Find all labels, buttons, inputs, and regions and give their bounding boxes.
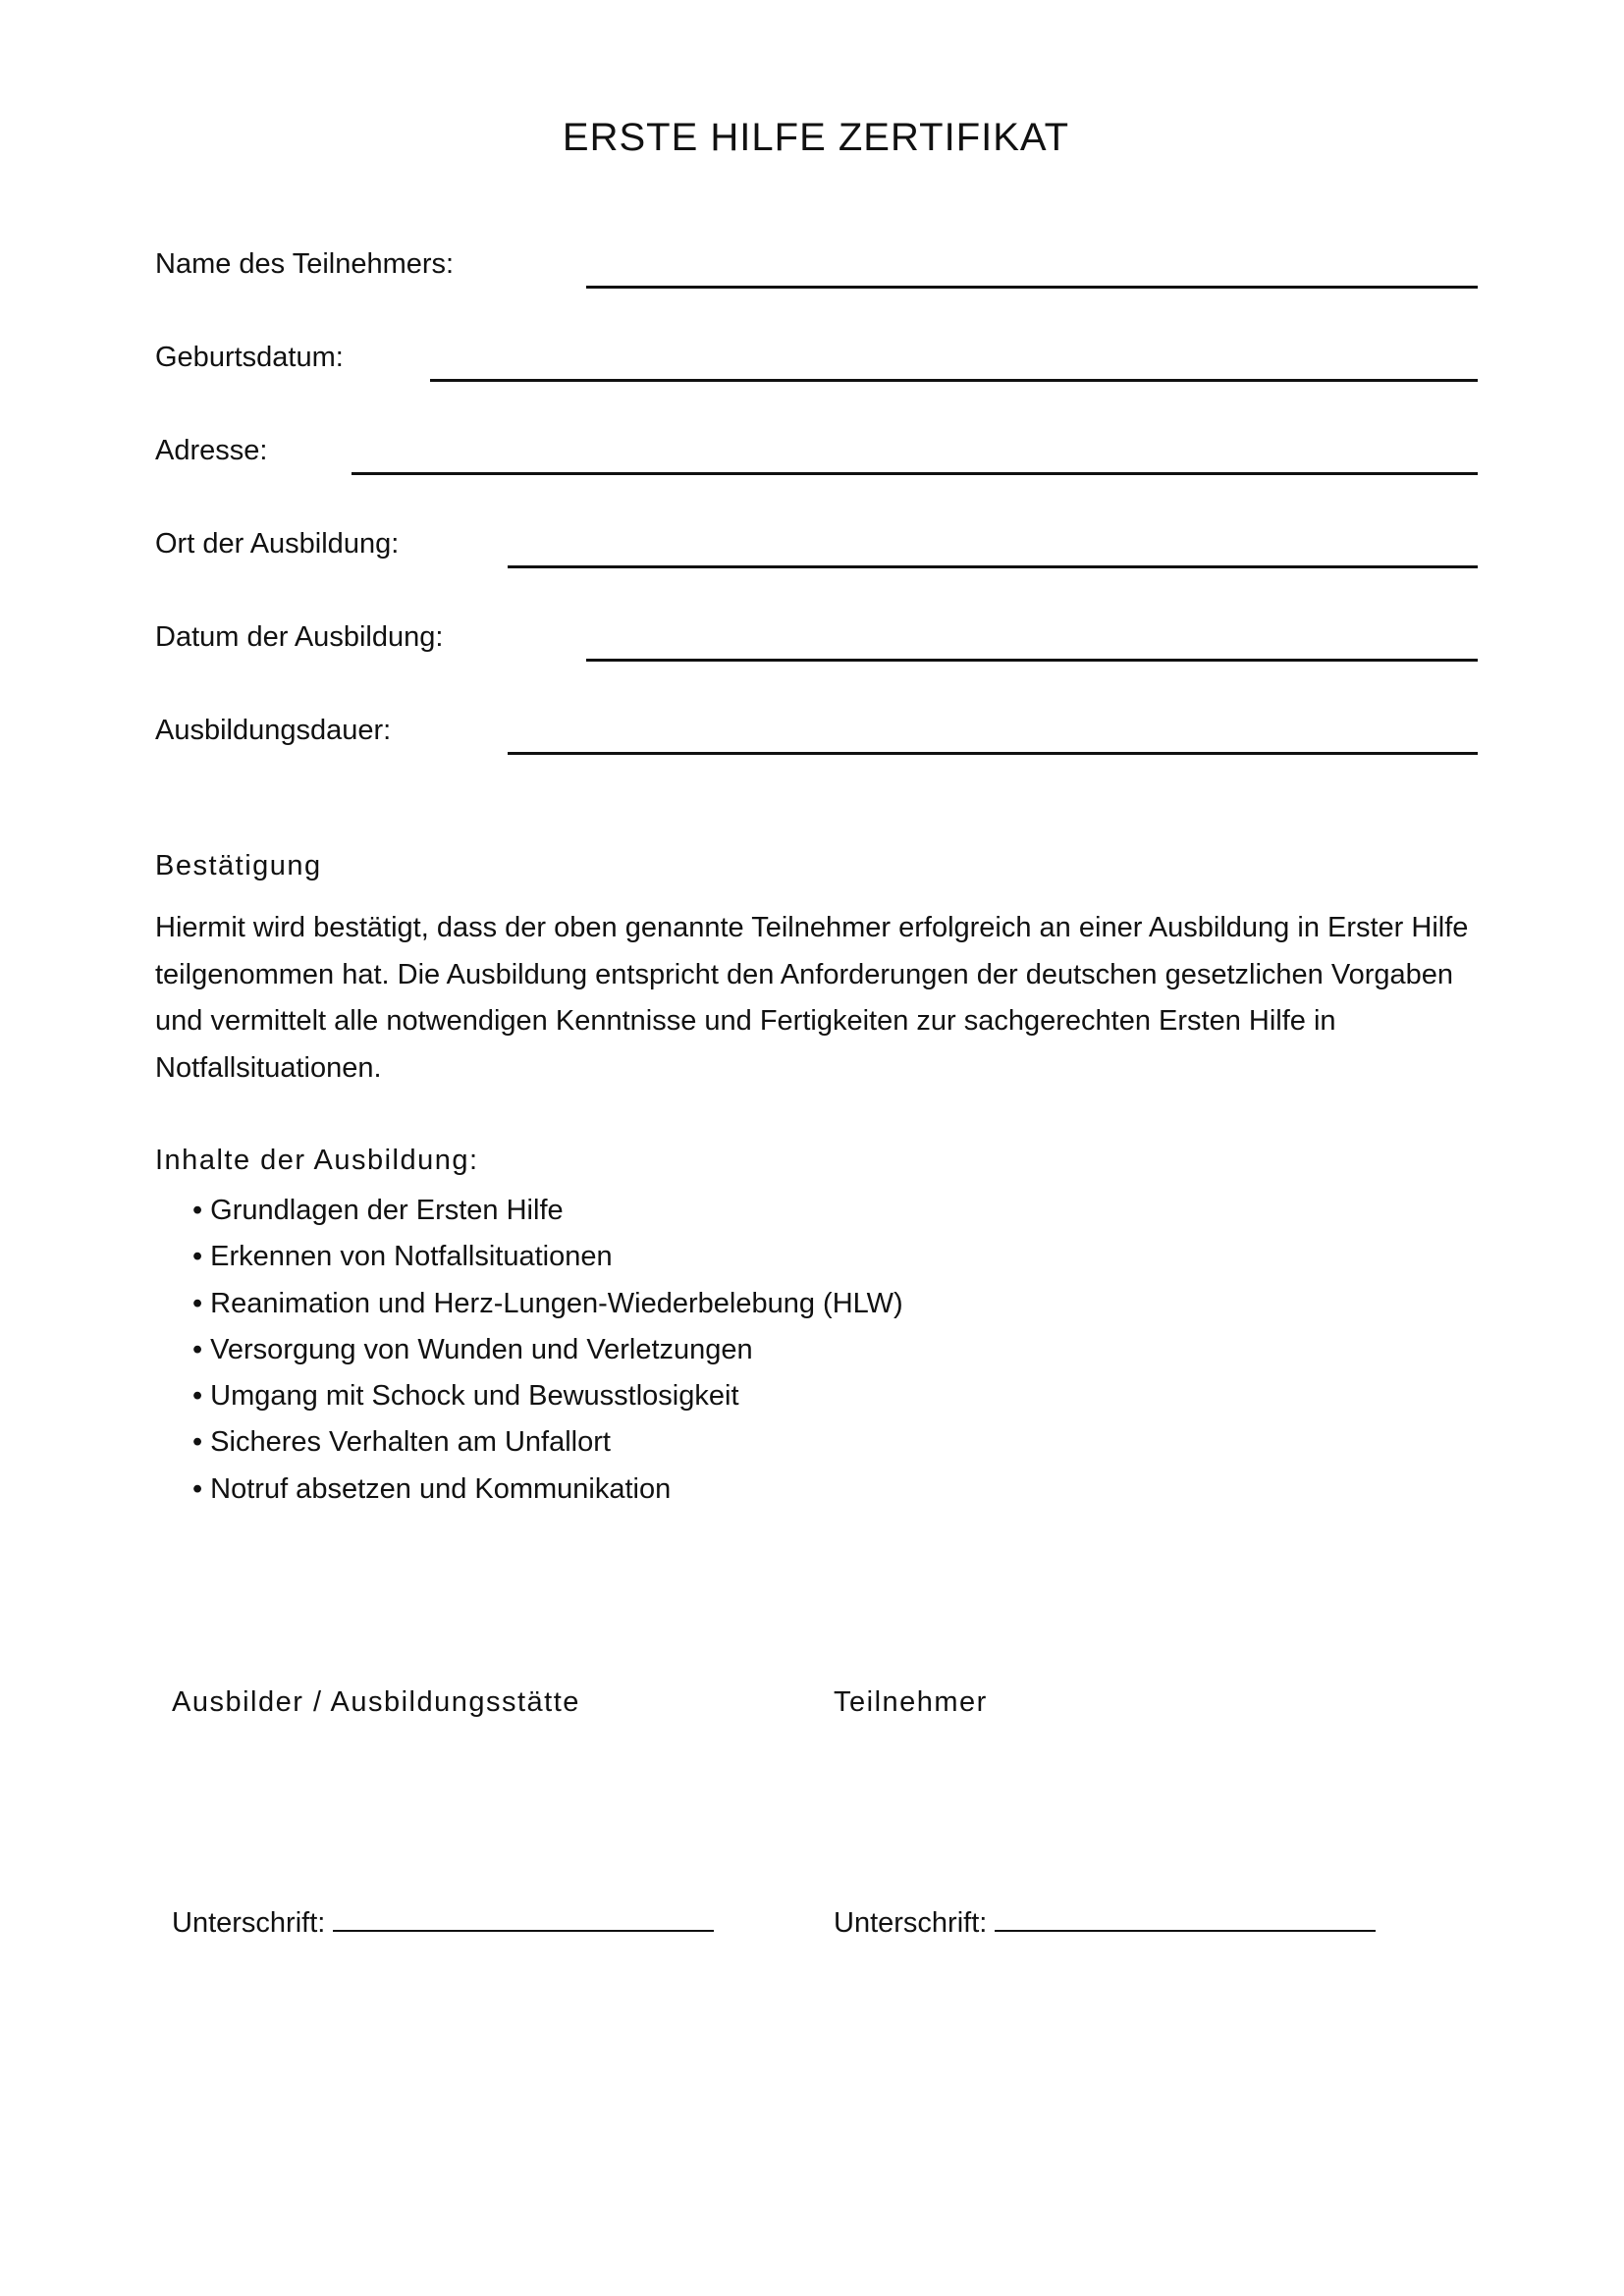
instructor-heading: Ausbilder / Ausbildungsstätte bbox=[172, 1686, 580, 1718]
bullet-icon: • bbox=[192, 1472, 203, 1505]
list-item bbox=[192, 1419, 903, 1466]
list-item bbox=[192, 1467, 903, 1513]
list-item-text: Sicheres Verhalten am Unfallort bbox=[210, 1426, 611, 1459]
signature-label: Unterschrift: bbox=[172, 1907, 326, 1939]
list-item-text: Reanimation und Herz-Lungen-Wiederbelebung (HLW) bbox=[210, 1287, 903, 1319]
participant-name-line[interactable] bbox=[586, 286, 1478, 289]
participant-signature bbox=[834, 1906, 1376, 1940]
field-address bbox=[155, 432, 1478, 475]
instructor-signature bbox=[172, 1906, 714, 1940]
list-item bbox=[192, 1327, 903, 1373]
training-location-line[interactable] bbox=[508, 565, 1478, 568]
field-training-date bbox=[155, 618, 1478, 662]
participant-heading: Teilnehmer bbox=[834, 1686, 988, 1718]
field-label: Ausbildungsdauer: bbox=[155, 715, 392, 746]
birthdate-line[interactable] bbox=[430, 379, 1478, 382]
bullet-icon: • bbox=[192, 1195, 203, 1226]
contents-list bbox=[192, 1188, 903, 1513]
field-participant-name bbox=[155, 245, 1478, 289]
list-item bbox=[192, 1188, 903, 1234]
field-label: Ort der Ausbildung: bbox=[155, 528, 400, 560]
bullet-icon: • bbox=[192, 1333, 203, 1365]
training-date-line[interactable] bbox=[586, 659, 1478, 662]
list-item-text: Versorgung von Wunden und Verletzungen bbox=[210, 1333, 753, 1365]
field-training-duration bbox=[155, 712, 1478, 755]
bullet-icon: • bbox=[192, 1380, 203, 1413]
signature-label: Unterschrift: bbox=[834, 1907, 988, 1939]
confirmation-heading: Bestätigung bbox=[155, 850, 322, 881]
list-item-text: Notruf absetzen und Kommunikation bbox=[210, 1472, 672, 1505]
instructor-signature-line[interactable] bbox=[333, 1906, 714, 1932]
list-item-text: Umgang mit Schock und Bewusstlosigkeit bbox=[210, 1380, 739, 1413]
field-label: Geburtsdatum: bbox=[155, 342, 344, 373]
bullet-icon: • bbox=[192, 1287, 203, 1319]
list-item bbox=[192, 1234, 903, 1280]
list-item-text: Grundlagen der Ersten Hilfe bbox=[210, 1195, 564, 1226]
list-item-text: Erkennen von Notfallsituationen bbox=[210, 1241, 613, 1273]
list-item bbox=[192, 1373, 903, 1419]
confirmation-text: Hiermit wird bestätigt, dass der oben genannte Teilnehmer erfolgreich an einer Ausbildung in Erster Hilfe teilgenommen hat. Die Ausbildung entspricht den Anforderungen der deutschen gesetzlichen Vorgaben und vermittelt alle notwendigen Kenntnisse und Fertigkeiten zur sachgerechten Ersten Hilfe in Notfallsituationen. bbox=[155, 912, 1469, 1084]
bullet-icon: • bbox=[192, 1426, 203, 1459]
participant-signature-line[interactable] bbox=[995, 1906, 1376, 1932]
address-line[interactable] bbox=[352, 472, 1478, 475]
field-label: Datum der Ausbildung: bbox=[155, 621, 444, 653]
field-training-location bbox=[155, 525, 1478, 568]
field-label: Adresse: bbox=[155, 435, 268, 466]
page-title: ERSTE HILFE ZERTIFIKAT bbox=[562, 116, 1070, 159]
bullet-icon: • bbox=[192, 1241, 203, 1273]
training-duration-line[interactable] bbox=[508, 752, 1478, 755]
field-label: Name des Teilnehmers: bbox=[155, 248, 455, 280]
contents-heading: Inhalte der Ausbildung: bbox=[155, 1145, 479, 1176]
list-item bbox=[192, 1281, 903, 1327]
field-birthdate bbox=[155, 339, 1478, 382]
